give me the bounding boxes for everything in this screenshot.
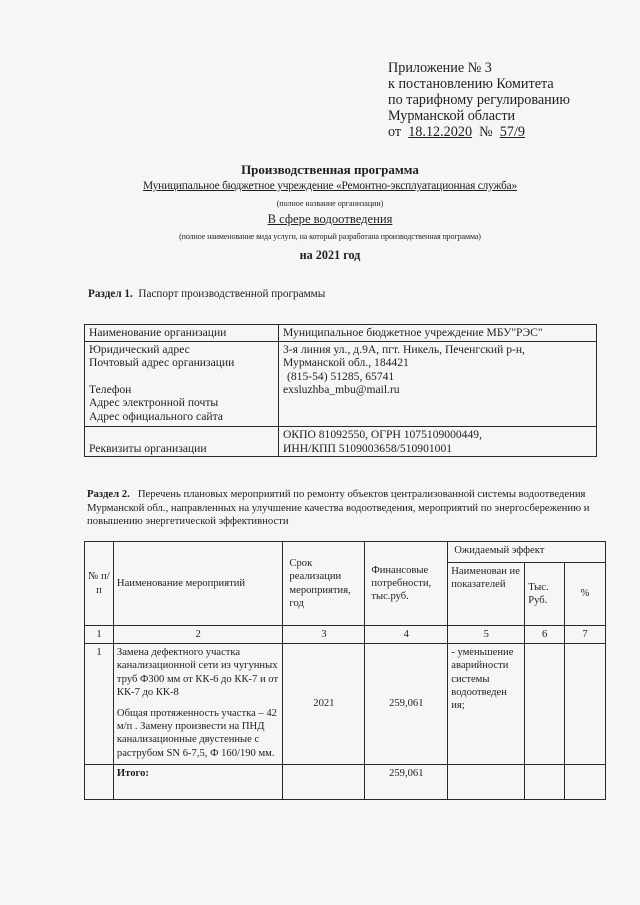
passport-table [84,324,597,457]
section-1-label: Раздел 1. [88,288,133,300]
requisites-value-2: ИНН/КПП 5109003658/510901001 [283,441,453,455]
colnum-3: 3 [283,626,365,644]
requisites-value-1: ОКПО 81092550, ОГРН 1075109000449, [283,428,482,441]
section-2-text: Перечень плановых мероприятий по ремонту объектов централизованной системы водоотведения Мурманской обл., направленных на улучшение качества водоотведения, мероприятий по энергосбережению и повышению энергетической эффективности [87,488,590,527]
row-name-p2: Общая протяженность участка – 42 м/п . Замену произвести на ПНД канализационные двустенные с раструбом SN 6-7,5, Ф 160/190 мм. [116,708,277,759]
table-row [85,644,606,765]
program-title: Производственная программа [241,162,419,177]
header-finance: Финансовые потребности, тыс.руб. [365,542,448,626]
section-1-heading [88,288,325,300]
organization-note: (полное название организации) [276,199,384,208]
row-finance: 259,061 [365,644,448,765]
plan-header-row-1 [85,542,606,563]
row-term: 2021 [283,644,365,765]
legal-address-label: Юридический адрес [89,342,190,356]
appendix-line-2: к постановлению Комитета [388,76,554,92]
row-percent [565,644,606,765]
header-name: Наименование мероприятий [113,542,283,626]
passport-row-org [85,325,597,342]
appendix-line-5 [388,124,570,140]
section-2-heading [87,488,599,529]
requisites-value [279,427,597,457]
appendix-line-4: Мурманской области [388,108,516,124]
phone-value: (815-54) 51285, 65741 [287,369,395,383]
passport-row-contacts [85,341,597,427]
plan-table [84,541,606,800]
total-empty-5 [565,764,606,799]
email-label: Адрес электронной почты [89,396,219,409]
appendix-block [388,60,570,140]
header-num: № п/п [85,542,114,626]
colnum-7: 7 [565,626,606,644]
colnum-4: 4 [365,626,448,644]
requisites-label [85,427,279,457]
contacts-labels [85,341,279,427]
total-empty-3 [448,764,525,799]
row-indicator: - уменьшение аварийности системы водоотведен ия; [448,644,525,765]
plan-total-row [85,764,606,799]
section-2-label: Раздел 2. [87,488,130,500]
requisites-label-text: Реквизиты организации [89,441,207,455]
number-prefix: № [479,124,493,140]
contacts-values [279,341,597,427]
appendix-line-1: Приложение № 3 [388,60,492,76]
organization-name: Муниципальное бюджетное учреждение «Ремонтно-эксплуатационная служба» [143,180,517,192]
header-indicator: Наименован ие показателей [448,563,525,626]
plan-colnum-row [85,626,606,644]
colnum-1: 1 [85,626,114,644]
row-num: 1 [85,644,114,765]
appendix-line-3: по тарифному регулированию [388,92,570,108]
colnum-2: 2 [113,626,283,644]
service-sphere: В сфере водоотведения [267,212,393,226]
service-sphere-note: (полное наименование вида услуги, на который разработана производственная программа) [179,232,481,241]
total-empty-4 [525,764,565,799]
date-prefix: от [388,124,402,140]
colnum-5: 5 [448,626,525,644]
decree-number: 57/9 [499,124,526,140]
section-1-text: Паспорт производственной программы [138,288,326,300]
row-name-p1: Замена дефектного участка канализационной сети из чугунных труб Ф300 мм от КК-6 до КК-7 и от КК-7 до КК-8 [116,647,279,698]
address-value-2: Мурманской обл., 184421 [283,356,409,369]
total-empty-2 [283,764,365,799]
program-year: на 2021 год [299,248,361,262]
address-value-1: 3-я линия ул., д.9А, пгт. Никель, Печенгский р-н, [283,342,525,356]
colnum-6: 6 [525,626,565,644]
email-value: exsluzhba_mbu@mail.ru [283,383,400,396]
row-name [113,644,283,765]
row-thousand [525,644,565,765]
header-term: Срок реализации мероприятия, год [283,542,365,626]
header-thousand: Тыс. Руб. [525,563,565,626]
header-percent: % [565,563,606,626]
total-finance: 259,061 [365,764,448,799]
phone-label: Телефон [89,382,132,396]
total-empty-1 [85,764,114,799]
postal-address-label: Почтовый адрес организации [89,356,235,369]
site-label: Адрес официального сайта [89,409,223,423]
decree-date: 18.12.2020 [408,124,473,140]
header-effect: Ожидаемый эффект [448,542,606,563]
passport-row-requisites [85,427,597,457]
org-label: Наименование организации [85,325,279,342]
org-value: Муниципальное бюджетное учреждение МБУ"РЭС" [279,325,597,342]
total-label: Итого: [113,764,283,799]
